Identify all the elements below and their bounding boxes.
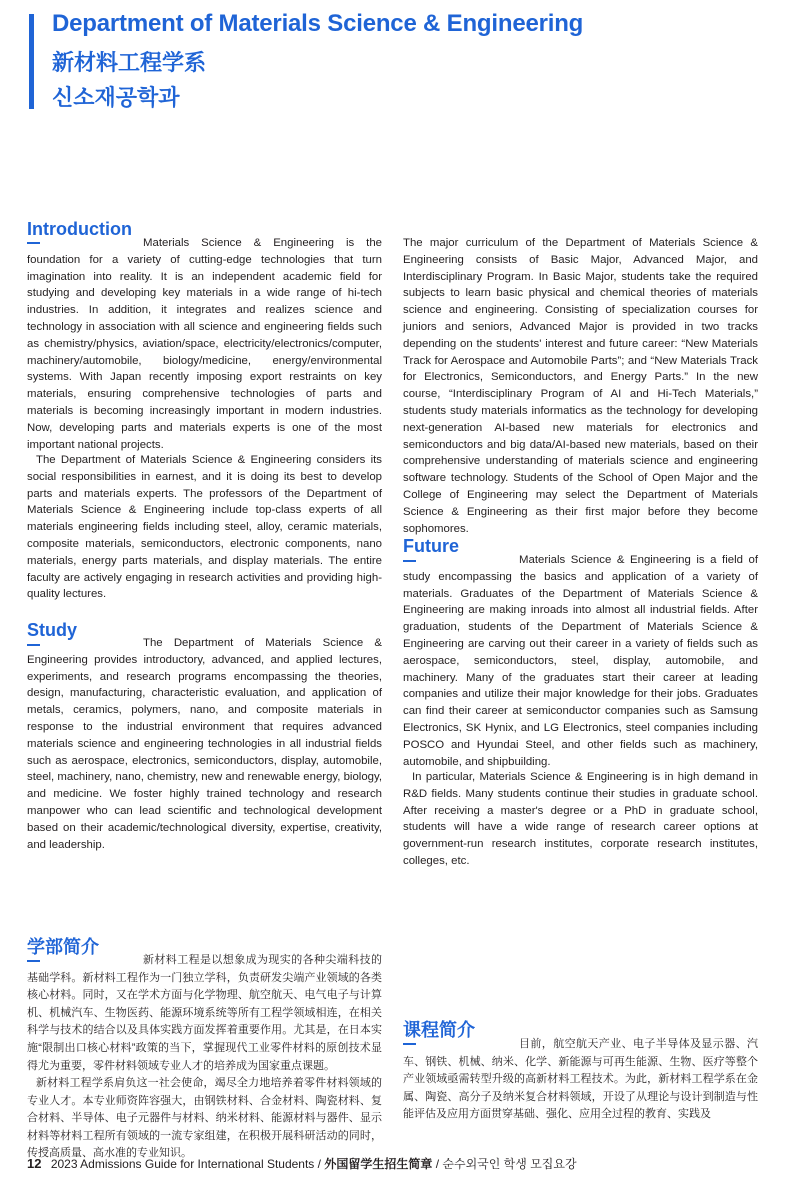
study-paragraph-2: The major curriculum of the Department of Materials Science & Engineering consists of Basic Major, Advanced Major, and Interdisciplinary Program. In Basic Major, students take the required subjects to learn basic physical and chemical theories of materials science and engineering. Consisting of specialization courses for juniors and seniors, Advanced Major is provided in two tracks depending on the students' interest and future career: “New Materials Track for Aerospace and Automobile Parts”; and “New Materials Track for Electronics, Semiconductors, and Energy Parts.” In the new course, “Interdisciplinary Program of AI and Hi-Tech Materials,” students study materials informatics as the technology for developing next-generation AI-based new materials for electronics and semiconductors and big data/AI-based new materials, based on their comprehensive understanding of materials science and engineering software technology. Students of the School of Open Major and the College of Engineering may select the Department of Materials Science & Engineering as their first major before they become sophomores. — [403, 237, 758, 535]
footer-guide-korean: 순수외국인 학생 모집요강 — [442, 1157, 577, 1171]
page-footer — [27, 1155, 577, 1172]
footer-guide-chinese: 外国留学生招生简章 — [324, 1157, 433, 1171]
chinese-right-column — [403, 937, 758, 1147]
department-intro-paragraph-2-zh: 新材料工程学系肩负这一社会使命，竭尽全力地培养着零件材料领域的专业人才。本专业师资阵容强大，由钢铁材料、合金材料、陶瓷材料、复合材料、半导体、电子元器件与材料、纳米材料、能源材料与器件、显示材料等材料工程所有领域的一流专家组建，在积极开展科研活动的同时，传授高质量、高水准的专业知识。 — [27, 1077, 382, 1160]
curriculum-paragraph-1-zh: 目前，航空航天产业、电子半导体及显示器、汽车、钢铁、机械、纳米、化学、新能源与可再生能源、生物、医疗等整个产业领域亟需转型升级的高新材料工程技术。为此，新材料工程学系在金属、陶瓷、高分子及纳米复合材料领域，开设了从理论与设计到制造与性能评估及应用方面贯穿基础、强化、应用全过程的教育、实践及 — [403, 1038, 758, 1121]
study-heading: Study — [27, 620, 78, 640]
introduction-heading: Introduction — [27, 219, 132, 239]
future-heading: Future — [403, 536, 459, 556]
study-paragraph-1: The Department of Materials Science & Engineering provides introductory, advanced, and applied lectures, experiments, and research programs encompassing the theories, design, manufacturing, characteristic evaluation, and application of metals, ceramics, polymers, nano, and composite materials in response to the industrial environment that requires advanced materials science and engineering technologies in all industrial fields such as aerospace, electronics, semiconductors, display, automobile, steel, machinery, nano, chemistry, new and renewable energy, biology, and medicine. We foster highly trained technology and research manpower who can lead scientific and technological development based on their academic/technological diversity, expertise, creativity, and leadership. — [27, 637, 382, 851]
footer-guide-english: 2023 Admissions Guide for International Students — [50, 1157, 315, 1171]
page-title-korean: 신소재공학과 — [52, 85, 180, 110]
chinese-left-column — [27, 937, 382, 1160]
page-number: 12 — [27, 1156, 42, 1171]
page-title-chinese: 新材料工程学系 — [52, 50, 207, 75]
english-right-column — [403, 235, 758, 875]
curriculum-heading-zh: 课程简介 — [403, 1020, 475, 1040]
footer-separator: / — [317, 1157, 321, 1171]
accent-bar — [29, 14, 34, 109]
department-intro-heading-zh: 学部简介 — [27, 937, 99, 957]
department-intro-paragraph-1-zh: 新材料工程是以想象成为现实的各种尖端科技的基础学科。新材料工程作为一门独立学科，负责研发尖端产业领域的各类核心材料。同时，又在学术方面与化学物理、航空航天、电气电子与计算机、机械汽车、生物医药、能源环境系统等所有工程学领域相连，在相关科学与技术的结合以及具体实践方面发挥着重要作用。尤其是，在日本实施“限制出口核心材料”政策的当下，掌握现代工业零件材料的原创技术显得尤为重要，零件材料领域专业人才的培养成为国家重点课题。 — [27, 954, 382, 1072]
introduction-paragraph-1: Materials Science & Engineering is the foundation for a variety of cutting-edge technologies that turn imagination into reality. It is an independent academic field for studying and developing key materials in a wide range of hi-tech industries. In addition, it integrates and realizes science and technology in association with all science and engineering fields such as chemistry/physics, aviation/space, electricity/electronics/computer, machinery/automobile, biology/medicine, energy/environmental systems. With Japan recently imposing export restraints on key materials, ensuring comprehensive technologies of parts and materials is becoming increasingly important in modern industries. Now, developing parts and materials experts is one of the most important national projects. — [27, 237, 382, 451]
introduction-paragraph-2: The Department of Materials Science & Engineering considers its social responsibilities in earnest, and it is doing its best to develop parts and materials experts. The professors of the Department of Materials Science & Engineering include top-class experts of all materials engineering fields including steel, alloy, ceramic materials, composite materials, semiconductors, electronic components, nano materials, energy parts materials, and display materials. The entire faculty are actively engaging in research activities and providing high-quality lectures. — [27, 454, 382, 601]
future-paragraph-1: Materials Science & Engineering is a field of study encompassing the basics and application of a variety of materials. Graduates of the Department of Materials Science & Engineering are making inroads into almost all industrial fields. After graduation, students of the Department of Materials Science & Engineering are carving out their career in a variety of fields such as aerospace, semiconductors, steel, display, automobile, and machinery. Many of the graduates start their career at leading companies and utilize their major knowledge for their jobs. Graduates can find their career at semiconductor companies such as Samsung Electronics, SK Hynix, and LG Electronics, steel companies including POSCO and Hyundai Steel, and other fields such as machinery, automobile, and shipbuilding. — [403, 554, 758, 768]
page-title-english: Department of Materials Science & Engineering — [52, 10, 584, 37]
future-paragraph-2: In particular, Materials Science & Engineering is in high demand in R&D fields. Many students continue their studies in graduate school. After receiving a master's degree or a PhD in graduate school, students will have a wide range of research career options at government-run research institutes, corporate research institutes, colleges, etc. — [403, 771, 758, 867]
footer-separator: / — [435, 1157, 440, 1171]
english-left-column — [27, 219, 382, 879]
